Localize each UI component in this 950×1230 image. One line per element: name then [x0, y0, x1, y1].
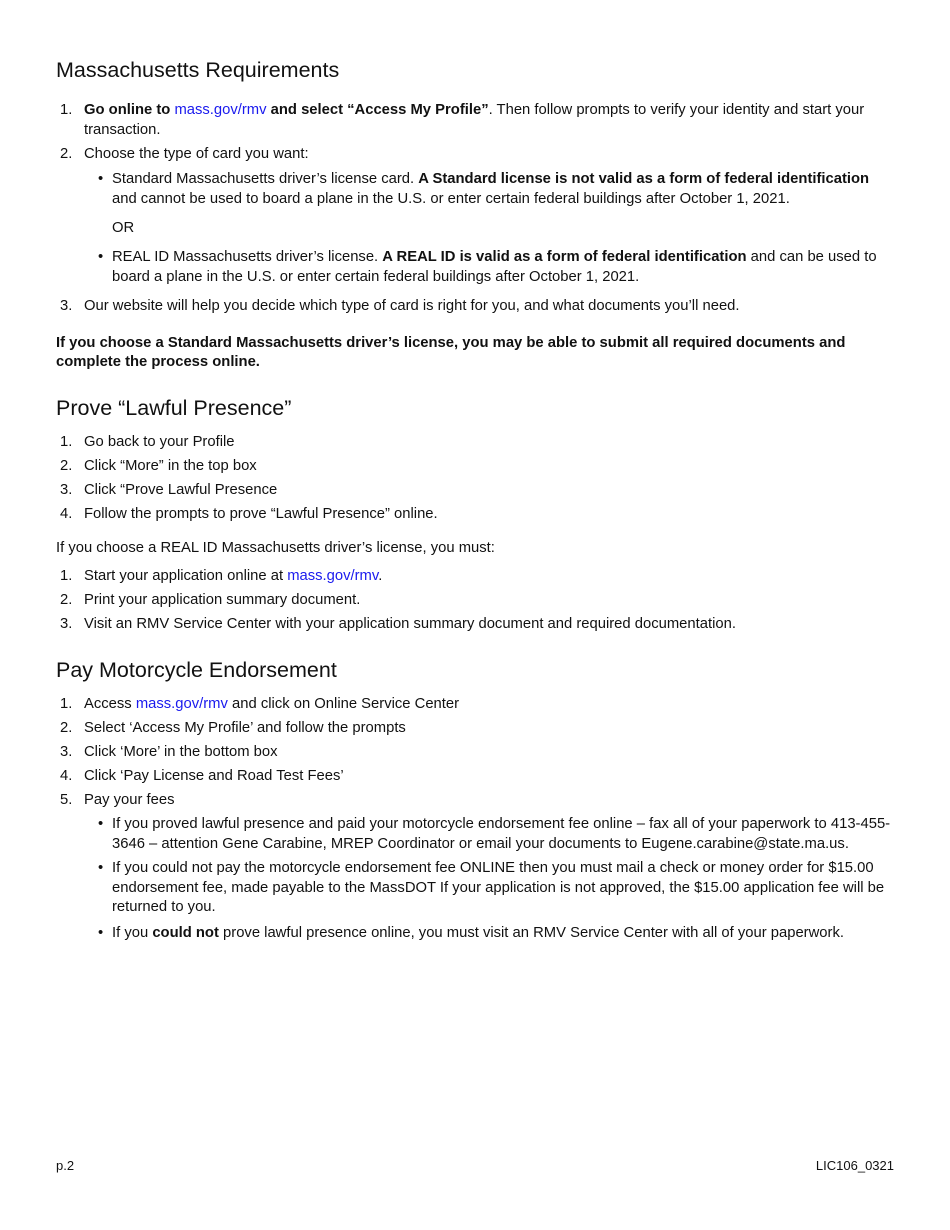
- list-item: [56, 766, 896, 786]
- body-text: and cannot be used to board a plane in the U.S. or enter certain federal buildings after October 1, 2021.: [112, 191, 790, 207]
- or-separator: [56, 218, 896, 238]
- body-text: Click ‘More’ in the bottom box: [84, 744, 278, 760]
- body-text: If you: [112, 924, 149, 941]
- body-text: . Then follow prompts to verify your identity and start your transaction.: [84, 102, 865, 138]
- bold-text: and select “Access My Profile”: [270, 102, 489, 118]
- list-number: 3.: [60, 298, 73, 314]
- bold-text: A REAL ID is valid as a form of federal identification: [382, 249, 747, 265]
- body-text: Choose the type of card you want:: [84, 146, 309, 162]
- real-id-intro: If you choose a REAL ID Massachusetts driver’s license, you must:: [56, 540, 495, 556]
- body-text: Our website will help you decide which type of card is right for you, and what documents you’ll need.: [84, 298, 740, 314]
- list-item: [56, 296, 896, 316]
- bullet-item: [56, 169, 896, 209]
- standard-license-note: If you choose a Standard Massachusetts driver’s license, you may be able to submit all required documents and complete the process online.: [56, 335, 846, 370]
- real-id-steps: [56, 566, 896, 634]
- form-code: LIC106_0321: [815, 1158, 894, 1173]
- rmv-link[interactable]: mass.gov/rmv: [135, 696, 228, 712]
- list-number: 4.: [60, 506, 73, 522]
- list-number: 2.: [60, 146, 73, 162]
- document-page: [56, 56, 896, 943]
- list-item: [56, 614, 896, 634]
- bold-text: A Standard license is not valid as a form of federal identification: [418, 171, 870, 187]
- body-text: If you proved lawful presence and paid your motorcycle endorsement fee online – fax all of your paperwork to 413-455-3646 – attention Gene Carabine, MREP Coordinator or email your documents to Eugene.carabine@state.ma.us.: [112, 816, 891, 852]
- bullet-item: [56, 859, 896, 918]
- list-number: 4.: [60, 768, 73, 784]
- section-title-ma-requirements: Massachusetts Requirements: [56, 58, 340, 82]
- list-item: [56, 566, 896, 586]
- card-type-list: [56, 169, 896, 287]
- list-number: 3.: [60, 616, 73, 632]
- bold-text: could not: [152, 924, 219, 941]
- body-text: If you could not pay the motorcycle endorsement fee ONLINE then you must mail a check or money order for $15.00 endorsement fee, made payable to the MassDOT If your application is not approved, the $15.00 application fee will be returned to you.: [112, 860, 885, 915]
- section-title-motorcycle-endorsement: Pay Motorcycle Endorsement: [56, 658, 337, 682]
- list-item: [56, 790, 896, 810]
- bullet-icon: •: [98, 816, 104, 832]
- list-item: [56, 456, 896, 476]
- body-text: Click ‘Pay License and Road Test Fees’: [84, 768, 344, 784]
- list-item: [56, 694, 896, 714]
- body-text: .: [378, 568, 383, 584]
- bullet-icon: •: [98, 860, 104, 876]
- list-number: 2.: [60, 720, 73, 736]
- list-number: 1.: [60, 102, 73, 118]
- list-number: 1.: [60, 696, 73, 712]
- body-text: Click “Prove Lawful Presence: [84, 482, 278, 498]
- list-number: 2.: [60, 458, 73, 474]
- bullet-item: [56, 247, 896, 287]
- bullet-icon: •: [98, 249, 104, 265]
- ma-requirements-list-cont: [56, 296, 896, 316]
- list-item: [56, 144, 896, 164]
- rmv-link[interactable]: mass.gov/rmv: [287, 568, 379, 584]
- body-text: Go back to your Profile: [84, 434, 235, 450]
- body-text: Pay your fees: [84, 792, 175, 808]
- or-text: OR: [112, 220, 135, 236]
- body-text: Select ‘Access My Profile’ and follow the prompts: [84, 720, 406, 736]
- list-number: 5.: [60, 792, 73, 808]
- list-item: [56, 100, 896, 140]
- motorcycle-steps: [56, 694, 896, 810]
- body-text: Standard Massachusetts driver’s license card.: [112, 171, 415, 187]
- body-text: Follow the prompts to prove “Lawful Presence” online.: [84, 506, 438, 522]
- list-item: [56, 480, 896, 500]
- body-text: Print your application summary document.: [84, 592, 361, 608]
- body-text: REAL ID Massachusetts driver’s license.: [112, 249, 379, 265]
- list-item: [56, 742, 896, 762]
- body-text: prove lawful presence online, you must visit an RMV Service Center with all of your paperwork.: [223, 924, 844, 941]
- fee-bullets: [56, 815, 896, 943]
- body-text: Visit an RMV Service Center with your application summary document and required documentation.: [84, 616, 736, 632]
- body-text: and can be used to board a plane in the U.S. or enter certain federal buildings after October 1, 2021.: [112, 249, 877, 285]
- body-text: and click on Online Service Center: [232, 696, 460, 712]
- list-number: 3.: [60, 744, 73, 760]
- body-text: Click “More” in the top box: [84, 458, 257, 474]
- rmv-link[interactable]: mass.gov/rmv: [174, 102, 267, 118]
- list-number: 1.: [60, 568, 73, 584]
- list-number: 1.: [60, 434, 73, 450]
- list-item: [56, 718, 896, 738]
- list-item: [56, 504, 896, 524]
- list-item: [56, 432, 896, 452]
- bullet-item: [56, 815, 896, 854]
- bullet-icon: •: [98, 171, 104, 187]
- lawful-presence-steps: [56, 432, 896, 524]
- ma-requirements-list: [56, 100, 896, 164]
- list-number: 3.: [60, 482, 73, 498]
- bullet-item: [56, 923, 896, 943]
- list-item: [56, 590, 896, 610]
- body-text: Start your application online at: [84, 568, 284, 584]
- page-number: p.2: [56, 1158, 75, 1173]
- bullet-icon: •: [98, 924, 104, 941]
- list-number: 2.: [60, 592, 73, 608]
- section-title-lawful-presence: Prove “Lawful Presence”: [56, 396, 292, 420]
- bold-text: Go online to: [84, 102, 171, 118]
- body-text: Access: [84, 696, 132, 712]
